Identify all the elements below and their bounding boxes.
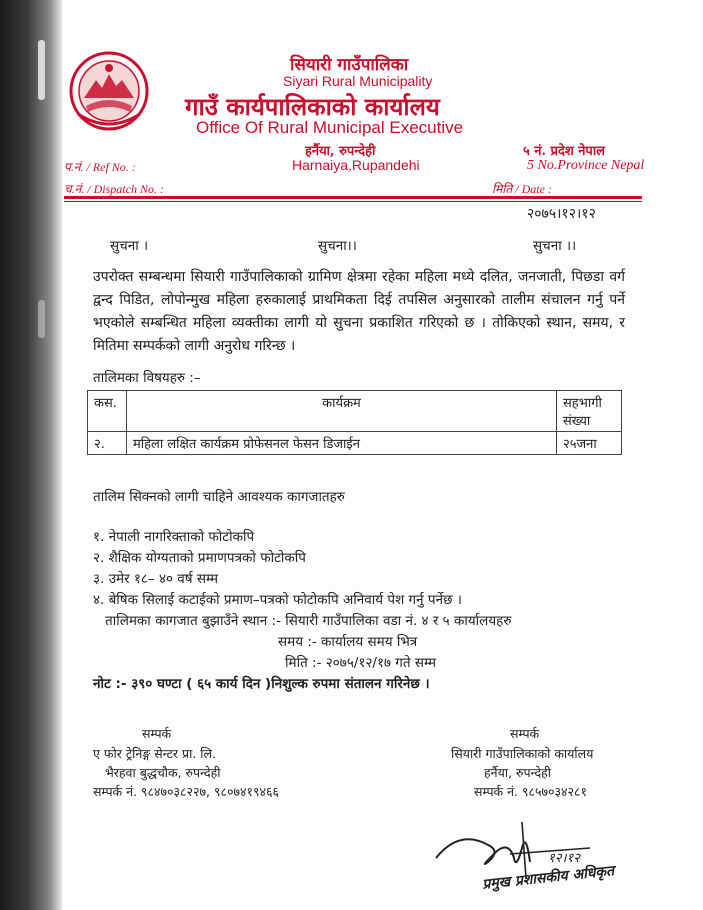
contact-left-phone: सम्पर्क नं. ९८४७०३८२२७, ९८०७४१९४६६ [93,784,279,799]
column-header-sn: कस. [88,391,127,432]
contact-left-label: सम्पर्क [142,726,172,741]
submit-time: समय :- कार्यालय समय भित्र [278,634,418,650]
table-header-row [88,391,622,432]
address-np: हर्नैया, रुपन्देही [305,144,376,159]
contact-left-name: ए फोर ट्रेनिङ्ग सेन्टर प्रा. लि. [93,746,216,761]
date-label: मिति / Date : [492,182,552,196]
cell-sn: २. [88,432,127,455]
training-title: तालिमका विषयहरु :– [93,370,201,386]
note: नोट :- ३९० घण्टा ( ६५ कार्य दिन )निशुल्क रुपमा संतालन गरिनेछ । [93,676,430,692]
column-header-participants: सहभागी संख्या [557,391,622,432]
cell-participants: २५जना [557,432,622,455]
header-divider-thin [64,201,642,202]
document-item: ४. बेषिक सिलाई कटाईको प्रमाण–पत्रको फोटोकपि अनिवार्य पेश गर्नु पर्नेछ । [93,592,462,608]
municipality-name-en: Siyari Rural Municipality [283,73,433,89]
scan-binding-edge [0,0,62,910]
nepal-emblem-icon [68,50,150,132]
punch-mark [38,300,45,338]
contact-right-address: हर्नैया, रुपन्देही [484,765,551,780]
submit-deadline: मिति :- २०७५/१२/१७ गते सम्म [285,655,437,671]
documents-title: तालिम सिक्नको लागी चाहिने आवश्यक कागजातहरु [93,489,345,505]
province-np: ५ नं. प्रदेश नेपाल [523,144,605,159]
dispatch-no-label: च.नं. / Dispatch No. : [64,182,164,196]
header-divider [64,196,642,199]
notice-heading-right: सुचना ।। [533,238,577,254]
address-en: Harnaiya,Rupandehi [292,157,420,173]
notice-heading-left: सुचना । [110,238,149,254]
document-item: १. नेपाली नागरिक्ताको फोटोकपि [93,529,255,545]
municipality-name-np: सियारी गाउँपालिका [290,55,409,75]
signature-designation: प्रमुख प्रशासकीय अधिकृत [481,863,615,893]
punch-mark [38,40,45,100]
table-row [88,432,622,455]
notice-heading-center: सुचना।। [318,238,357,254]
cell-program: महिला लक्षित कार्यक्रम प्रोफेसनल फेसन डिजाईन [127,432,557,455]
document-item: २. शैक्षिक योग्यताको प्रमाणपत्रको फोटोकपि [93,550,306,566]
contact-right-name: सियारी गाउँपालिकाको कार्यालय [451,746,594,761]
contact-right-phone: सम्पर्क नं. ९८५७०३४२८१ [474,784,587,799]
province-en: 5 No.Province Nepal [527,158,645,173]
office-name-np: गाउँ कार्यपालिकाको कार्यालय [185,92,440,121]
contact-right-label: सम्पर्क [510,726,540,741]
ref-no-label: प.नं. / Ref No. : [64,160,136,174]
signature-date: १२।१२ [548,851,580,866]
document-item: ३. उमेर १८– ४० वर्ष सम्म [93,571,219,587]
office-name-en: Office Of Rural Municipal Executive [196,118,464,137]
submit-place: तालिमका कागजात बुझाउँने स्थान :- सियारी गाउँपालिका वडा नं. ४ र ५ कार्यालयहरु [105,613,512,629]
contact-left-address: भैरहवा बुद्धचौक, रुपन्देही [105,765,221,780]
column-header-program: कार्यक्रम [127,391,557,432]
date-value: २०७५।१२।१२ [527,206,596,222]
training-table [87,390,622,455]
notice-body: उपरोक्त सम्बन्धमा सियारी गाउँपालिकाको ग्रामिण क्षेत्रमा रहेका महिला मध्ये दलित, जनजाती, पिछडा वर्ग द्वन्द पिडित, लोपोन्मुख महिला हरुकालाई प्राथमिकता दिई तपसिल अनुसारको तालीम संचालन गर्नु पर्ने भएकोले सम्बन्धित महिला व्यक्तीका लागी यो सुचना प्रकाशित गरिएको छ । तोकिएको स्थान, समय, र मितिमा सम्पर्कको लागी अनुरोध गरिन्छ । [93,269,625,354]
